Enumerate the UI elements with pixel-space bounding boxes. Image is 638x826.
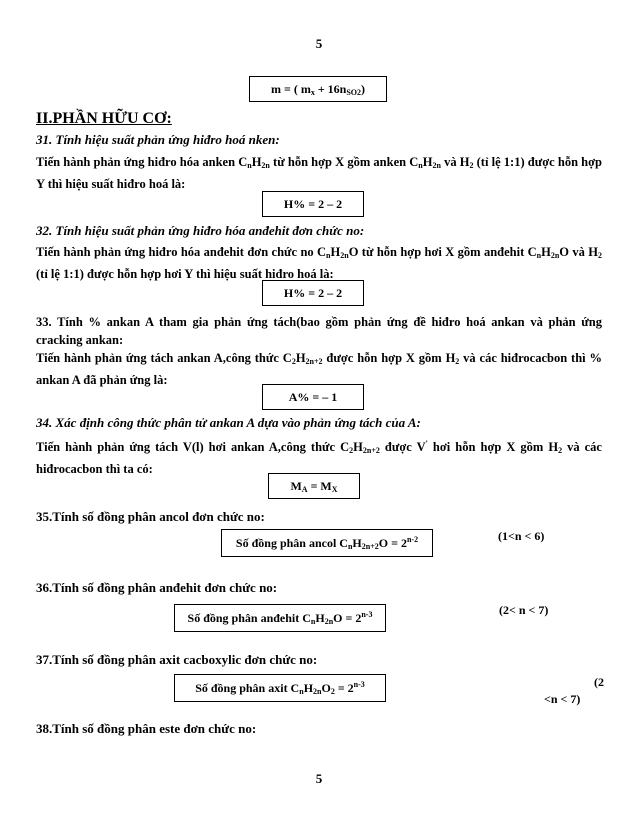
question-37-title: 37.Tính số đồng phân axit cacboxylic đơn chức no: — [36, 652, 318, 667]
page-number-top: 5 — [315, 36, 323, 51]
formula-box-34: $M_A = M_X$ — [268, 473, 360, 499]
question-32-text: Tiến hành phản ứng hiđro hóa anđehit đơn chức no $C_nH_{2n}O$ từ hỗn hợp hơi X gồm anđehit $C_nH_{2n}O$ và $H_2$ (tỉ lệ 1:1) được hỗn hợp hơi Y thì hiệu suất hiđro hoá là: — [36, 245, 602, 281]
formula-box-36: Số đồng phân anđehit $C_nH_{2n}O = 2^{n-3}$ — [174, 604, 386, 632]
question-34-text: Tiến hành phản ứng tách V(l) hơi ankan A,công thức $C_2H_{2n+2}$ được V' hơi hỗn hợp X gồm $H_2$ và các hiđrocacbon thì ta có: — [36, 439, 602, 476]
condition-37-a: (2 — [594, 675, 604, 689]
question-32-title: 32. Tính hiệu suất phản ứng hiđro hóa anđehit đơn chức no: — [36, 223, 365, 238]
page-number-bottom: 5 — [315, 771, 323, 786]
formula-box-35: Số đồng phân ancol $C_nH_{2n+2}O = 2^{n-2}$ — [221, 529, 433, 557]
question-31-text: Tiến hành phản ứng hiđro hóa anken $C_nH_{2n}$ từ hỗn hợp X gồm anken $C_nH_{2n}$ và $H_2$ (tỉ lệ 1:1) được hỗn hợp Y thì hiệu suất hiđro hoá là: — [36, 155, 603, 191]
formula-box-31: H% = 2 – 2 — [262, 191, 364, 217]
question-34-title: 34. Xác định công thức phân tử ankan A dựa vào phản ứng tách của A: — [36, 415, 421, 430]
question-33-title: 33. Tính % ankan A tham gia phản ứng tách(bao gồm phản ứng đề hiđro hoá ankan và phản ứng cracking ankan: — [36, 315, 602, 347]
condition-36: (2< n < 7) — [499, 603, 549, 617]
formula-box-32: H% = 2 – 2 — [262, 280, 364, 306]
formula-text: m = ( $m_x + 16n_{SO2}$) — [270, 81, 365, 97]
question-33-text: Tiến hành phản ứng tách ankan A,công thức $C_2H_{2n+2}$ được hỗn hợp X gồm $H_2$ và các hiđrocacbon thì % ankan A đã phản ứng là: — [36, 351, 602, 387]
formula-box-33: A% = – 1 — [262, 384, 364, 410]
question-38-title: 38.Tính số đồng phân este đơn chức no: — [36, 721, 257, 736]
condition-37-b: <n < 7) — [544, 692, 581, 706]
question-35-title: 35.Tính số đồng phân ancol đơn chức no: — [36, 509, 265, 524]
condition-35: (1<n < 6) — [498, 529, 545, 543]
question-31-title: 31. Tính hiệu suất phản ứng hiđro hoá nken: — [36, 132, 280, 147]
question-36-title: 36.Tính số đồng phân anđehit đơn chức no: — [36, 580, 278, 595]
formula-box-m — [249, 76, 387, 102]
formula-box-37: Số đồng phân axit $C_nH_{2n}O_2 = 2^{n-3}$ — [174, 674, 386, 702]
section-heading: II.PHẦN HỮU CƠ: — [36, 110, 172, 127]
